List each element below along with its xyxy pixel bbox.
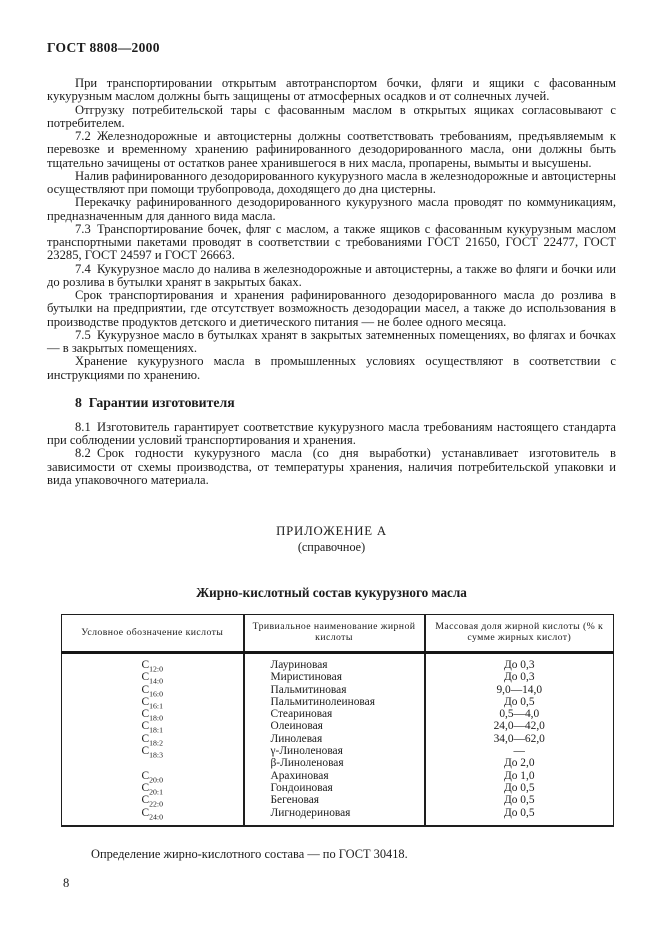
table-row: [62, 733, 614, 745]
acid-name-cell: Миристиновая: [244, 671, 425, 683]
acid-value-cell: До 0,5: [425, 782, 614, 794]
column-header-name: Тривиальное наименование жирной кислоты: [244, 615, 425, 653]
paragraph: Отгрузку потребительской тары с фасованным маслом в открытых ящиках согласовывают с потребителем.: [47, 102, 616, 130]
table-row: [62, 684, 614, 696]
acid-value-cell: До 0,5: [425, 696, 614, 708]
acid-name-cell: Бегеновая: [244, 794, 425, 806]
acid-value-cell: До 0,5: [425, 794, 614, 806]
acid-name-cell: Гондоиновая: [244, 782, 425, 794]
paragraph: Перекачку рафинированного дезодорированного кукурузного масла проводят по коммуникациям, предназначенным для данного вида масла.: [47, 195, 616, 223]
acid-symbol-cell: $C_{24:0}$: [141, 806, 163, 821]
acid-value-cell: До 0,5: [425, 807, 614, 826]
table-footnote: Определение жирно-кислотного состава — по ГОСТ 30418.: [91, 846, 408, 861]
table-row: [62, 696, 614, 708]
page-number: 8: [63, 875, 70, 890]
table-row: [62, 745, 614, 757]
acid-symbol-cell: $C_{20:1}$: [141, 781, 163, 797]
table-caption: Жирно-кислотный состав кукурузного масла: [196, 585, 467, 600]
acid-symbol-cell: $C_{14:0}$: [141, 671, 163, 686]
appendix-header: [47, 524, 616, 555]
acid-symbol-cell: $C_{16:0}$: [141, 683, 163, 698]
acid-value-cell: До 0,3: [425, 671, 614, 683]
section7-body: [47, 77, 616, 382]
acid-value-cell: 34,0—62,0: [425, 733, 614, 745]
table-row: [62, 770, 614, 782]
acid-symbol-cell: $C_{18:2}$: [141, 732, 163, 748]
paragraph: 7.5 Кукурузное масло в бутылках хранят в закрытых затемненных помещениях, во флягах и бочках — в закрытых помещениях.: [47, 327, 616, 355]
acid-name-cell: Лигнодериновая: [244, 807, 425, 826]
paragraph: 8.1 Изготовитель гарантирует соответствие кукурузного масла требованиям настоящего стандарта при соблюдении условий транспортирования и хранения.: [47, 419, 616, 447]
table-row: [62, 653, 614, 672]
acid-value-cell: 9,0—14,0: [425, 684, 614, 696]
column-header-symbol: Условное обозначение кислоты: [62, 615, 244, 653]
acid-value-cell: До 2,0: [425, 757, 614, 769]
paragraph: 7.4 Кукурузное масло до налива в железнодорожные и автоцистерны, а также во фляги и бочки или до розлива в бутылки хранят в закрытых баках.: [47, 261, 616, 289]
acid-value-cell: До 1,0: [425, 770, 614, 782]
appendix-subtitle: (справочное): [297, 540, 366, 554]
paragraph: 8.2 Срок годности кукурузного масла (со дня выработки) устанавливает изготовитель в зависимости от схемы производства, от температуры хранения, наличия потребительской упаковки и вида упаковочного материала.: [47, 446, 616, 487]
acid-value-cell: До 0,3: [425, 653, 614, 672]
acid-symbol-cell: $C_{18:1}$: [141, 720, 163, 735]
acid-name-cell: Пальмитинолеиновая: [244, 696, 425, 708]
paragraph: Срок транспортирования и хранения рафинированного дезодорированного масла до розлива в бутылки на предприятии, где отсутствует возможность дезодорации масел, а также до использования в производстве продуктов детского и диетического питания — не более одного месяца.: [47, 288, 616, 329]
acid-value-cell: —: [425, 745, 614, 757]
paragraph: Хранение кукурузного масла в промышленных условиях осуществляют в соответствии с инструкциями по хранению.: [47, 354, 616, 382]
acid-name-cell: β-Линоленовая: [244, 757, 425, 769]
table-row: [62, 807, 614, 826]
acid-symbol-cell: $C_{22:0}$: [141, 794, 163, 809]
table-header-row: [62, 615, 614, 653]
section8-body: [47, 421, 616, 487]
paragraph: 7.3 Транспортирование бочек, фляг с маслом, а также ящиков с фасованным кукурузным маслом транспортными пакетами проводят в соответствии с требованиями ГОСТ 21650, ГОСТ 22477, ГОСТ 23285, ГОСТ 24597 и ГОСТ 26663.: [47, 221, 616, 263]
acid-value-cell: 24,0—42,0: [425, 720, 614, 732]
acid-name-cell: Линолевая: [244, 733, 425, 745]
fatty-acid-table: [61, 614, 614, 827]
section-heading: 8 Гарантии изготовителя: [75, 394, 235, 410]
acid-symbol-cell: $C_{18:3}$: [141, 745, 163, 760]
table-row: [62, 794, 614, 806]
acid-name-cell: γ-Линоленовая: [244, 745, 425, 757]
paragraph: Налив рафинированного дезодорированного кукурузного масла в железнодорожные и автоцистерны осуществляют при помощи трубопровода, доходящего до дна цистерны.: [47, 168, 616, 196]
acid-symbol-cell: $C_{16:1}$: [141, 695, 163, 711]
appendix-title: ПРИЛОЖЕНИЕ А: [276, 524, 387, 538]
acid-symbol-cell: $C_{18:0}$: [141, 708, 163, 723]
acid-symbol-cell: $C_{12:0}$: [141, 659, 163, 674]
doc-code: ГОСТ 8808—2000: [47, 40, 160, 55]
acid-name-cell: Пальмитиновая: [244, 684, 425, 696]
table-row: [62, 720, 614, 732]
table-row: [62, 708, 614, 720]
table-row: [62, 757, 614, 769]
table-row: [62, 671, 614, 683]
acid-name-cell: Лауриновая: [244, 653, 425, 672]
column-header-value: Массовая доля жирной кислоты (% к сумме жирных кислот): [425, 615, 614, 653]
paragraph: При транспортировании открытым автотранспортом бочки, фляги и ящики с фасованным кукурузным маслом должны быть защищены от атмосферных осадков и от солнечных лучей.: [47, 76, 616, 104]
acid-name-cell: Арахиновая: [244, 770, 425, 782]
acid-name-cell: Олеиновая: [244, 720, 425, 732]
acid-symbol-cell: $C_{20:0}$: [141, 769, 163, 784]
paragraph: 7.2 Железнодорожные и автоцистерны должны соответствовать требованиям, предъявляемым к перевозке и временному хранению рафинированного дезодорированного масла, они должны быть тщательно зачищены от остатков ранее хранившегося в них масла, пропарены, вымыты и высушены.: [47, 129, 616, 170]
table-row: [62, 782, 614, 794]
acid-name-cell: Стеариновая: [244, 708, 425, 720]
acid-value-cell: 0,5—4,0: [425, 708, 614, 720]
